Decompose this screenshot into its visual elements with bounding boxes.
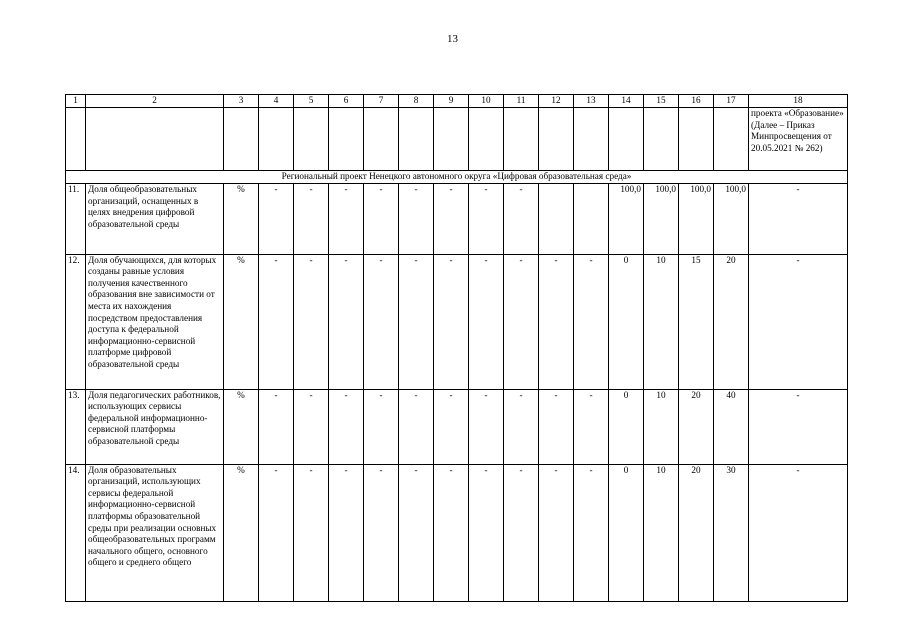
value-cell: - [504,464,539,601]
row-number: 12. [66,254,86,389]
value-cell: - [329,464,364,601]
value-cell [539,184,574,255]
value-cell: - [469,254,504,389]
column-number-header [66,95,848,108]
continuation-source-cell: проекта «Образование» (Далее – Приказ Минпросвещения от 20.05.2021 № 262) [749,108,848,171]
value-cell: 100,0 [714,184,749,255]
column-header: 3 [224,95,259,108]
value-cell: - [504,184,539,255]
value-cell: - [504,389,539,464]
unit-cell: % [224,389,259,464]
indicator-name: Доля образовательных организаций, использующих сервисы федеральной информационно-сервисной платформы образовательной среды при реализации основных общеобразовательных программ начального общего, основного общего и среднего общего [86,464,224,601]
unit-cell: % [224,254,259,389]
column-header: 12 [539,95,574,108]
value-cell: - [434,184,469,255]
row-number: 14. [66,464,86,601]
value-cell: 10 [644,254,679,389]
value-cell: - [749,254,848,389]
value-cell: - [539,389,574,464]
section-title: Региональный проект Ненецкого автономного округа «Цифровая образовательная среда» [66,171,848,184]
value-cell: - [294,464,329,601]
column-header: 4 [259,95,294,108]
table-row [66,464,848,601]
value-cell: - [259,184,294,255]
column-header: 10 [469,95,504,108]
value-cell: 0 [609,254,644,389]
value-cell: - [399,254,434,389]
column-header: 2 [86,95,224,108]
column-header: 14 [609,95,644,108]
value-cell: - [749,464,848,601]
value-cell: - [399,464,434,601]
column-header: 16 [679,95,714,108]
value-cell: - [364,464,399,601]
value-cell: 0 [609,389,644,464]
continuation-row [66,108,848,171]
value-cell: - [749,184,848,255]
value-cell: 0 [609,464,644,601]
value-cell: - [329,184,364,255]
table-row [66,389,848,464]
value-cell: - [259,389,294,464]
table-row [66,184,848,255]
row-number: 13. [66,389,86,464]
value-cell: - [399,184,434,255]
column-header: 5 [294,95,329,108]
value-cell: - [294,389,329,464]
page-number: 13 [447,33,458,45]
value-cell: - [364,184,399,255]
column-header: 11 [504,95,539,108]
value-cell: 20 [714,254,749,389]
value-cell: 40 [714,389,749,464]
value-cell: - [469,464,504,601]
table-row [66,254,848,389]
value-cell: - [504,254,539,389]
value-cell: 20 [679,389,714,464]
value-cell: - [399,389,434,464]
indicator-name: Доля общеобразовательных организаций, оснащенных в целях внедрения цифровой образовательной среды [86,184,224,255]
unit-cell: % [224,184,259,255]
column-header: 6 [329,95,364,108]
value-cell: - [329,389,364,464]
value-cell: - [574,464,609,601]
column-header: 15 [644,95,679,108]
value-cell [574,184,609,255]
value-cell: - [469,389,504,464]
value-cell: - [294,184,329,255]
value-cell: - [574,254,609,389]
value-cell: - [259,254,294,389]
column-header: 9 [434,95,469,108]
value-cell: - [469,184,504,255]
value-cell: - [749,389,848,464]
value-cell: 10 [644,389,679,464]
indicator-name: Доля обучающихся, для которых созданы равные условия получения качественного образования вне зависимости от места их нахождения посредством предоставления доступа к федеральной информационно-сервисной платформе цифровой образовательной среды [86,254,224,389]
value-cell: 100,0 [679,184,714,255]
value-cell: - [434,389,469,464]
value-cell: 100,0 [644,184,679,255]
value-cell: 30 [714,464,749,601]
value-cell: - [259,464,294,601]
value-cell: 20 [679,464,714,601]
indicators-table [65,94,848,602]
value-cell: 15 [679,254,714,389]
value-cell: - [294,254,329,389]
column-header: 17 [714,95,749,108]
value-cell: - [364,254,399,389]
section-header-row [66,171,848,184]
value-cell: 10 [644,464,679,601]
value-cell: - [574,389,609,464]
column-header: 8 [399,95,434,108]
unit-cell: % [224,464,259,601]
column-header: 13 [574,95,609,108]
value-cell: - [434,464,469,601]
value-cell: - [329,254,364,389]
indicator-name: Доля педагогических работников, использующих сервисы федеральной информационно-сервисной платформы образовательной среды [86,389,224,464]
value-cell: 100,0 [609,184,644,255]
value-cell: - [539,464,574,601]
value-cell: - [539,254,574,389]
value-cell: - [434,254,469,389]
column-header: 1 [66,95,86,108]
column-header: 7 [364,95,399,108]
column-header: 18 [749,95,848,108]
value-cell: - [364,389,399,464]
row-number: 11. [66,184,86,255]
